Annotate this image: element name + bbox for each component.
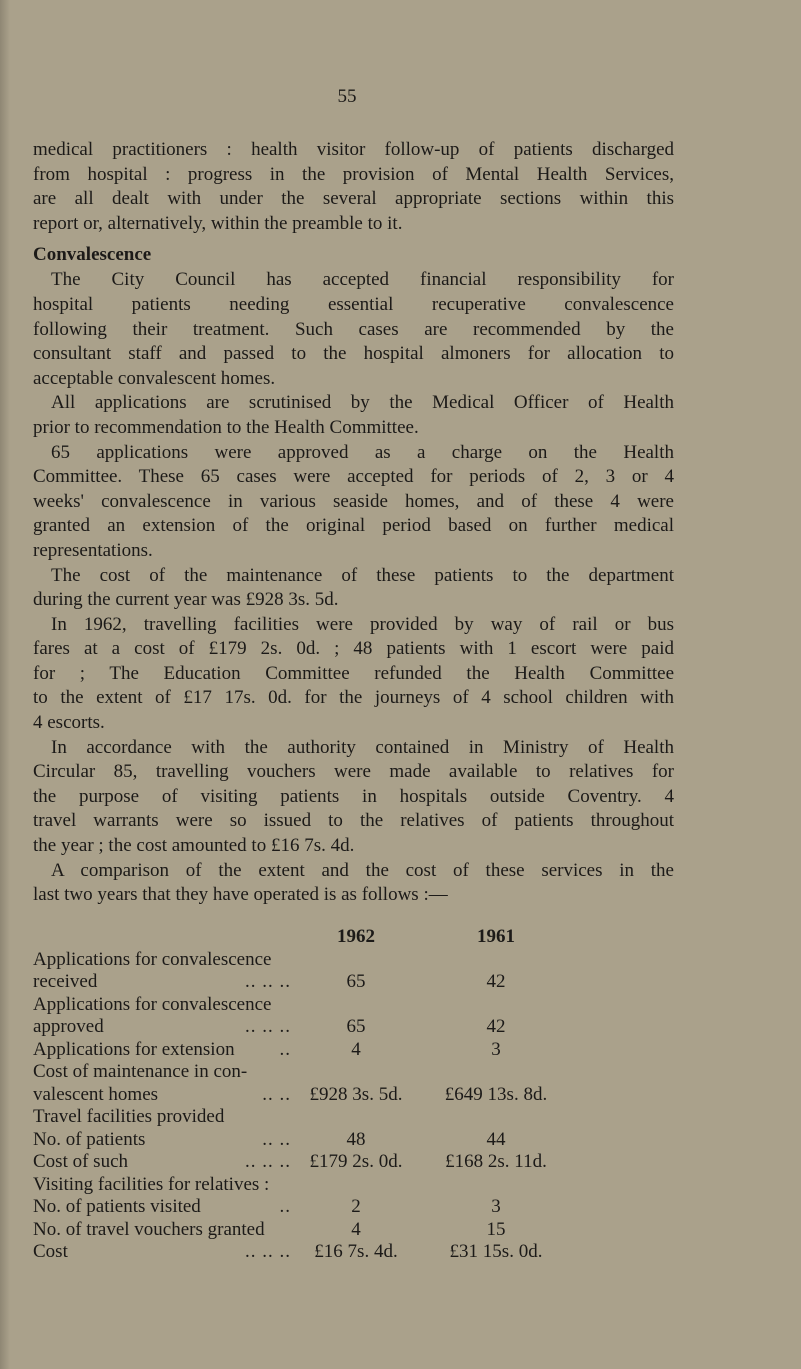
- value-1962: [291, 1061, 421, 1084]
- row-label: [33, 1196, 291, 1219]
- text-line: the purpose of visiting patients in hospitals outside Coventry. 4: [33, 785, 674, 807]
- value-1961: [421, 1174, 571, 1197]
- text-line: The City Council has accepted financial responsibility for: [51, 269, 674, 291]
- row-label: [33, 1084, 291, 1107]
- paragraph: [33, 859, 674, 908]
- value-1961: 44: [486, 1128, 506, 1150]
- text-line: weeks' convalescence in various seaside homes, and of these 4 were: [33, 490, 674, 512]
- value-1961: 15: [486, 1218, 506, 1240]
- table-row: [33, 949, 571, 972]
- table-row: [33, 1039, 571, 1062]
- text-line: Circular 85, travelling vouchers were made available to relatives for: [33, 761, 674, 783]
- text-line: hospital patients needing essential recuperative convalescence: [33, 293, 674, 315]
- value-1962: 4: [351, 1218, 361, 1240]
- row-label: [33, 994, 291, 1017]
- row-label: [33, 949, 291, 972]
- paragraph: [33, 736, 674, 859]
- document-body: [33, 138, 674, 908]
- leader-dots: ..: [279, 1196, 291, 1217]
- paragraph: [33, 391, 674, 440]
- page-number: 55: [337, 86, 357, 107]
- row-label: [33, 1219, 291, 1242]
- row-label-text: No. of patients visited: [33, 1196, 201, 1217]
- paragraph: [33, 613, 674, 736]
- row-label-text: Travel facilities provided: [33, 1106, 225, 1127]
- table-row: [33, 1106, 571, 1129]
- text-line: acceptable convalescent homes.: [33, 367, 276, 389]
- value-1962: [291, 1174, 421, 1197]
- value-1962: 48: [346, 1128, 366, 1150]
- table-row: [33, 1061, 571, 1084]
- text-line: In accordance with the authority contained in Ministry of Health: [51, 736, 674, 758]
- row-label-text: Visiting facilities for relatives :: [33, 1173, 270, 1195]
- leader-dots: .. ..: [262, 1128, 291, 1150]
- leader-dots: .. .. ..: [245, 1151, 291, 1172]
- row-label-text: No. of travel vouchers granted: [33, 1218, 265, 1240]
- row-label: [33, 1241, 291, 1264]
- text-line: report or, alternatively, within the preamble to it.: [33, 212, 403, 234]
- text-line: The cost of the maintenance of these patients to the department: [51, 564, 674, 586]
- text-line: the year ; the cost amounted to £16 7s. 4d.: [33, 835, 355, 857]
- table-row: [33, 1241, 571, 1264]
- page-edge-shadow: [0, 0, 10, 1369]
- text-line: representations.: [33, 539, 153, 561]
- value-1962: £179 2s. 0d.: [309, 1151, 403, 1172]
- row-label-text: valescent homes: [33, 1083, 159, 1105]
- row-label-text: Applications for convalescence: [33, 948, 272, 970]
- value-1961: £31 15s. 0d.: [449, 1241, 543, 1262]
- text-line: last two years that they have operated is as follows :—: [33, 884, 448, 906]
- comparison-table: [33, 926, 571, 1264]
- value-1962: [291, 994, 421, 1017]
- row-label-text: Applications for extension: [33, 1038, 235, 1060]
- text-line: to the extent of £17 17s. 0d. for the journeys of 4 school children with: [33, 687, 674, 709]
- value-1961: £649 13s. 8d.: [444, 1083, 548, 1105]
- value-1961: £168 2s. 11d.: [445, 1151, 547, 1172]
- row-label-text: Cost of such: [33, 1151, 128, 1172]
- leader-dots: .. .. ..: [245, 1016, 291, 1037]
- text-line: during the current year was £928 3s. 5d.: [33, 589, 339, 611]
- text-line: fares at a cost of £179 2s. 0d. ; 48 patients with 1 escort were paid: [33, 638, 674, 660]
- paragraph: [33, 564, 674, 613]
- value-1962: 65: [346, 1016, 366, 1037]
- table-row: [33, 1129, 571, 1152]
- value-1962: [291, 949, 421, 972]
- value-1961: [421, 1106, 571, 1129]
- text-line: for ; The Education Committee refunded the Health Committee: [33, 662, 674, 684]
- table-row: [33, 971, 571, 994]
- section-heading: Convalescence: [33, 244, 152, 266]
- row-label: [33, 1061, 291, 1084]
- value-1962: 4: [351, 1038, 361, 1060]
- value-1962: £16 7s. 4d.: [314, 1241, 398, 1262]
- text-line: prior to recommendation to the Health Committee.: [33, 416, 419, 438]
- leader-dots: ..: [279, 1038, 291, 1060]
- table-row: [33, 1174, 571, 1197]
- text-line: following their treatment. Such cases are recommended by the: [33, 318, 674, 340]
- row-label: [33, 1129, 291, 1152]
- text-line: travel warrants were so issued to the relatives of patients throughout: [33, 810, 674, 832]
- row-label: [33, 1106, 291, 1129]
- leader-dots: .. .. ..: [245, 971, 291, 992]
- row-label-text: Cost of maintenance in con-: [33, 1061, 248, 1082]
- text-line: from hospital : progress in the provision of Mental Health Services,: [33, 163, 674, 185]
- row-label: [33, 1016, 291, 1039]
- text-line: medical practitioners : health visitor follow-up of patients discharged: [33, 139, 674, 160]
- value-1962: [291, 1106, 421, 1129]
- text-line: consultant staff and passed to the hospital almoners for allocation to: [33, 343, 674, 365]
- value-1961: 3: [491, 1038, 501, 1060]
- row-label-text: No. of patients: [33, 1128, 146, 1150]
- paragraph: [33, 441, 674, 564]
- row-label-text: approved: [33, 1016, 104, 1037]
- value-1961: 42: [486, 971, 506, 992]
- text-line: All applications are scrutinised by the Medical Officer of Health: [51, 392, 674, 414]
- table-row: [33, 1016, 571, 1039]
- row-label: [33, 1151, 291, 1174]
- value-1961: [421, 949, 571, 972]
- text-line: 4 escorts.: [33, 712, 105, 734]
- row-label-text: Applications for convalescence: [33, 993, 272, 1015]
- table-row: [33, 994, 571, 1017]
- table-row: [33, 1151, 571, 1174]
- text-line: In 1962, travelling facilities were provided by way of rail or bus: [51, 613, 674, 635]
- table-row: [33, 1219, 571, 1242]
- column-header-1961: 1961: [477, 926, 515, 947]
- row-label: [33, 1174, 291, 1197]
- leader-dots: .. ..: [262, 1083, 291, 1105]
- value-1962: 2: [351, 1196, 361, 1217]
- text-line: granted an extension of the original period based on further medical: [33, 515, 674, 537]
- leader-dots: .. .. ..: [245, 1241, 291, 1262]
- text-line: Committee. These 65 cases were accepted for periods of 2, 3 or 4: [33, 466, 674, 488]
- table-header-row: [33, 926, 571, 949]
- row-label: [33, 1039, 291, 1062]
- paragraph: [33, 268, 674, 391]
- text-line: A comparison of the extent and the cost of these services in the: [51, 859, 674, 881]
- text-line: 65 applications were approved as a charge on the Health: [51, 441, 674, 463]
- row-label: [33, 971, 291, 994]
- value-1962: £928 3s. 5d.: [309, 1083, 403, 1105]
- value-1962: 65: [346, 971, 366, 992]
- row-label-text: Cost: [33, 1241, 68, 1262]
- value-1961: 42: [486, 1016, 506, 1037]
- column-header-1962: 1962: [337, 926, 375, 947]
- row-label-text: received: [33, 971, 98, 992]
- table-row: [33, 1196, 571, 1219]
- value-1961: [421, 1061, 571, 1084]
- value-1961: [421, 994, 571, 1017]
- text-line: are all dealt with under the several appropriate sections within this: [33, 188, 674, 210]
- value-1961: 3: [491, 1196, 501, 1217]
- table-row: [33, 1084, 571, 1107]
